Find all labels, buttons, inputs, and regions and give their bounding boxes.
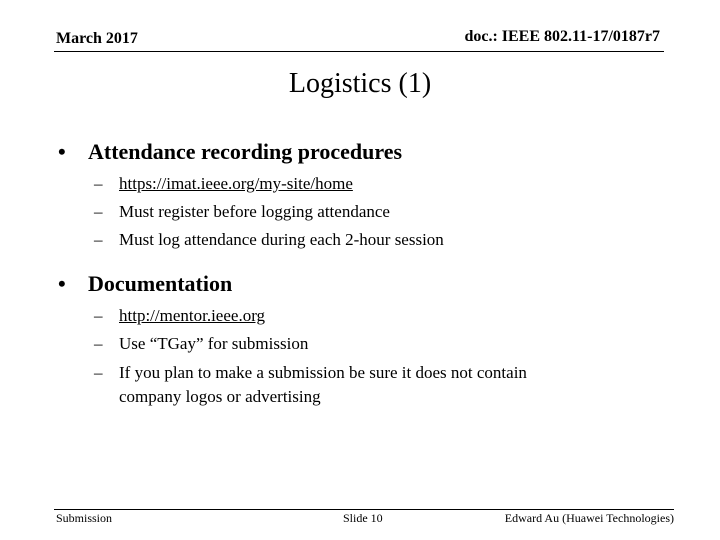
- dash-icon: –: [94, 334, 103, 353]
- bullet-attendance: [58, 139, 402, 165]
- sub-item-text-continued: company logos or advertising: [119, 387, 321, 406]
- header-date: March 2017: [56, 30, 138, 47]
- footer-slide-number: Slide 10: [343, 511, 383, 525]
- mentor-link[interactable]: http://mentor.ieee.org: [119, 306, 266, 325]
- sub-item: [94, 361, 527, 406]
- sub-item: [94, 200, 390, 224]
- bullet-documentation: [58, 271, 232, 297]
- header-doc-id: doc.: IEEE 802.11-17/0187r7: [464, 28, 660, 45]
- footer-submission: Submission: [56, 511, 113, 525]
- sub-item: [94, 228, 444, 252]
- dash-icon: –: [94, 202, 103, 221]
- slide-title: Logistics (1): [288, 68, 432, 99]
- dash-icon: –: [94, 306, 103, 325]
- sub-item-text: Use “TGay” for submission: [119, 334, 309, 353]
- dash-icon: –: [94, 230, 103, 249]
- bullet-icon: •: [58, 271, 66, 296]
- header-divider: [54, 51, 664, 52]
- sub-item: [94, 332, 308, 356]
- imat-link[interactable]: https://imat.ieee.org/my-site/home: [119, 174, 353, 193]
- bullet-icon: •: [58, 139, 66, 164]
- dash-icon: –: [94, 174, 103, 193]
- sub-item[interactable]: [94, 172, 353, 196]
- sub-item-text: If you plan to make a submission be sure it does not contain: [119, 363, 527, 382]
- dash-icon: –: [94, 363, 103, 382]
- footer-author: Edward Au (Huawei Technologies): [504, 511, 674, 525]
- bullet-label: Documentation: [88, 271, 233, 296]
- bullet-label: Attendance recording procedures: [88, 139, 403, 164]
- sub-item-text: Must log attendance during each 2-hour session: [119, 230, 444, 249]
- footer-divider: [54, 509, 674, 510]
- sub-item[interactable]: [94, 304, 265, 328]
- sub-item-text: Must register before logging attendance: [119, 202, 390, 221]
